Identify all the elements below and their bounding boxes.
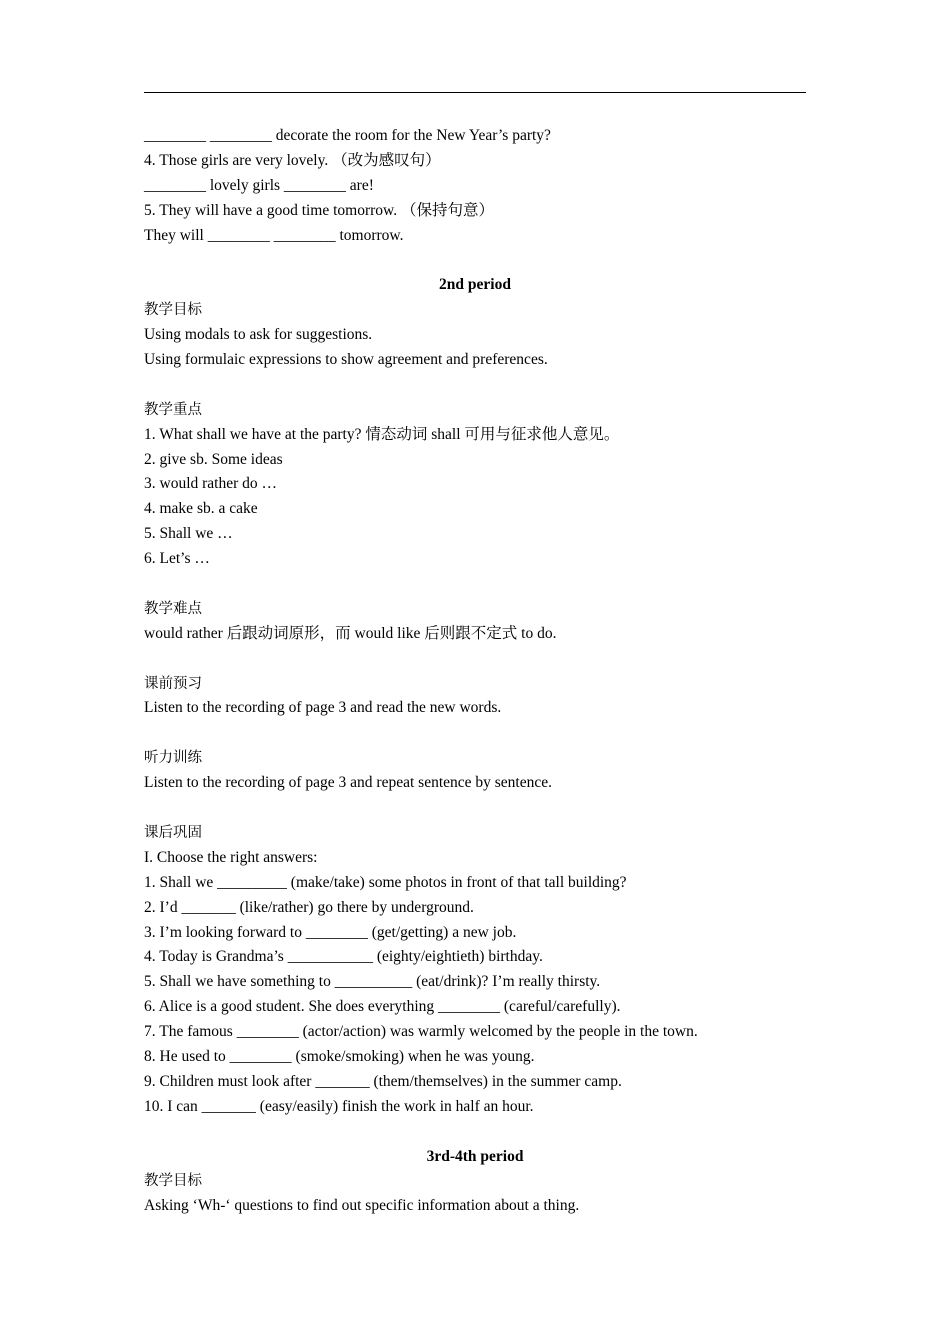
goal-line: Asking ‘Wh-‘ questions to find out specific information about a thing. xyxy=(144,1197,580,1215)
question: 1. Shall we _________ (make/take) some photos in front of that tall building? xyxy=(144,873,627,891)
preview-heading: 课前预习 xyxy=(144,675,202,692)
key-point: 5. Shall we … xyxy=(144,525,233,543)
spacer xyxy=(144,796,806,821)
listening-line: Listen to the recording of page 3 and repeat sentence by sentence. xyxy=(144,774,552,792)
listening-heading: 听力训练 xyxy=(144,750,202,767)
key-point: 3. would rather do … xyxy=(144,475,278,493)
spacer xyxy=(144,248,806,273)
header-rule xyxy=(144,92,806,93)
key-point: 6. Let’s … xyxy=(144,550,210,568)
question: 6. Alice is a good student. She does everything ________ (careful/carefully). xyxy=(144,998,621,1016)
exercise-line: ________ ________ decorate the room for the New Year’s party? xyxy=(144,127,551,144)
difficulty-heading: 教学难点 xyxy=(144,600,202,617)
goal-line: Using formulaic expressions to show agreement and preferences. xyxy=(144,351,548,369)
review-heading: 课后巩固 xyxy=(144,824,202,841)
question: 3. I’m looking forward to ________ (get/getting) a new job. xyxy=(144,923,517,941)
question: 9. Children must look after _______ (them/themselves) in the summer camp. xyxy=(144,1072,622,1090)
key-point: 2. give sb. Some ideas xyxy=(144,450,283,468)
question: 2. I’d _______ (like/rather) go there by underground. xyxy=(144,898,474,916)
section-title-2nd-period: 2nd period xyxy=(439,276,511,294)
question: 4. Today is Grandma’s ___________ (eighty/eightieth) birthday. xyxy=(144,948,543,966)
key-point: 4. make sb. a cake xyxy=(144,500,258,518)
difficulty-line: would rather 后跟动词原形，而 would like 后则跟不定式 to do. xyxy=(144,624,557,642)
exercise-line: 5. They will have a good time tomorrow. （保持句意） xyxy=(144,201,494,219)
spacer xyxy=(144,1120,806,1145)
goal-line: Using modals to ask for suggestions. xyxy=(144,326,373,344)
question: 5. Shall we have something to __________ (eat/drink)? I’m really thirsty. xyxy=(144,973,601,991)
spacer xyxy=(144,647,806,672)
section-title-3rd-4th-period: 3rd-4th period xyxy=(426,1147,524,1165)
key-points-heading: 教学重点 xyxy=(144,401,202,418)
question: 10. I can _______ (easy/easily) finish the work in half an hour. xyxy=(144,1097,534,1115)
exercise-line: 4. Those girls are very lovely. （改为感叹句） xyxy=(144,151,441,169)
goals-heading: 教学目标 xyxy=(144,302,202,319)
preview-line: Listen to the recording of page 3 and read the new words. xyxy=(144,699,502,717)
spacer xyxy=(144,373,806,398)
question: 8. He used to ________ (smoke/smoking) when he was young. xyxy=(144,1047,535,1065)
document-body xyxy=(144,124,806,1219)
goals-heading: 教学目标 xyxy=(144,1173,202,1190)
exercise-line: ________ lovely girls ________ are! xyxy=(144,176,374,194)
question: 7. The famous ________ (actor/action) was warmly welcomed by the people in the town. xyxy=(144,1023,698,1041)
key-point: 1. What shall we have at the party? 情态动词 shall 可用与征求他人意见。 xyxy=(144,425,620,443)
spacer xyxy=(144,721,806,746)
spacer xyxy=(144,572,806,597)
exercise-title: I. Choose the right answers: xyxy=(144,848,318,866)
exercise-line: They will ________ ________ tomorrow. xyxy=(144,226,404,244)
